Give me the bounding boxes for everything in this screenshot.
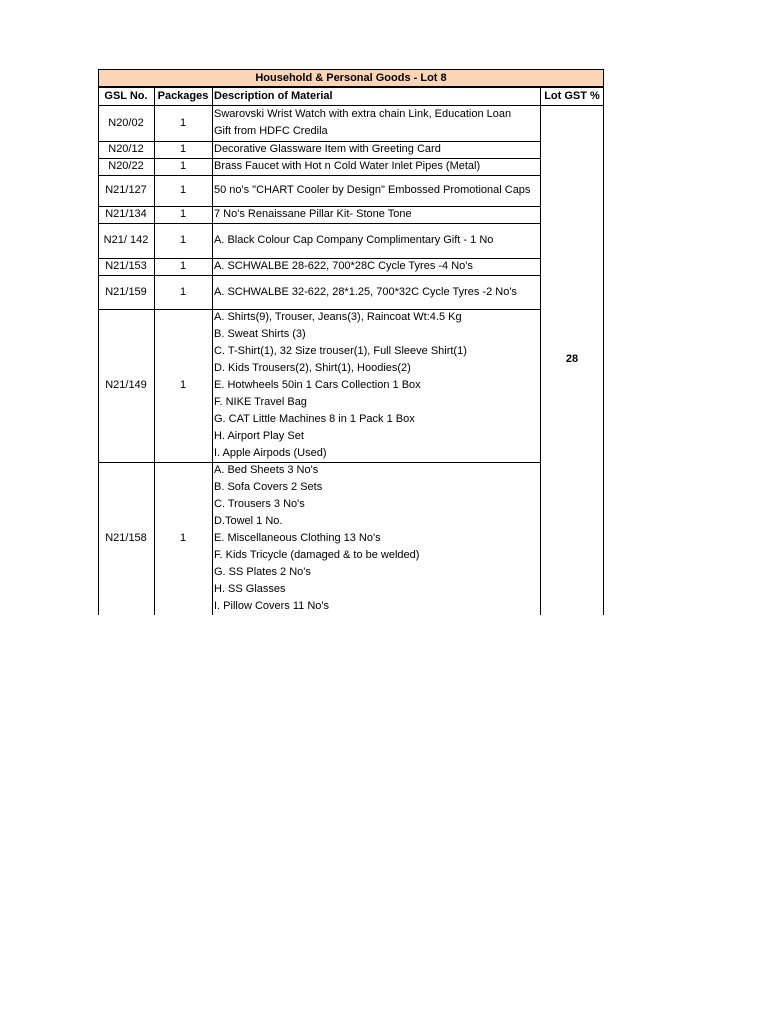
grid-line (98, 258, 540, 259)
gsl-cell: N21/158 (105, 532, 147, 544)
grid-line (98, 462, 540, 463)
grid-line (154, 87, 155, 615)
description-line: G. CAT Little Machines 8 in 1 Pack 1 Box (214, 413, 415, 425)
gsl-cell: N21/159 (105, 286, 147, 298)
description-line: A. Black Colour Cap Company Complimentary Gift - 1 No (214, 234, 494, 246)
gsl-cell: N21/153 (105, 260, 147, 272)
header-lot-gst: Lot GST % (540, 87, 604, 105)
table-title: Household & Personal Goods - Lot 8 (98, 69, 604, 87)
description-line: F. NIKE Travel Bag (214, 396, 307, 408)
grid-line (540, 87, 541, 615)
description-line: I. Apple Airpods (Used) (214, 447, 327, 459)
description-line: D.Towel 1 No. (214, 515, 283, 527)
gsl-cell: N20/22 (108, 160, 144, 172)
gsl-cell: N21/ 142 (103, 234, 149, 246)
description-line: C. Trousers 3 No's (214, 498, 305, 510)
gsl-cell: N21/127 (105, 184, 147, 196)
packages-cell: 1 (179, 379, 187, 391)
gsl-cell: N21/134 (105, 208, 147, 220)
grid-line (603, 87, 604, 615)
header-packages: Packages (154, 87, 212, 105)
packages-cell: 1 (179, 234, 187, 246)
packages-cell: 1 (179, 532, 187, 544)
description-line: D. Kids Trousers(2), Shirt(1), Hoodies(2) (214, 362, 411, 374)
grid-line (98, 309, 540, 310)
grid-line (98, 223, 540, 224)
grid-line (98, 141, 540, 142)
description-line: A. SCHWALBE 32-622, 28*1.25, 700*32C Cycle Tyres -2 No's (214, 286, 517, 298)
description-line: I. Pillow Covers 11 No's (214, 600, 329, 612)
grid-line (98, 87, 99, 615)
description-line: Brass Faucet with Hot n Cold Water Inlet Pipes (Metal) (214, 160, 481, 172)
grid-line (98, 206, 540, 207)
gsl-cell: N20/02 (108, 117, 144, 129)
description-line: Gift from HDFC Credila (214, 125, 328, 137)
packages-cell: 1 (179, 260, 187, 272)
description-line: A. Shirts(9), Trouser, Jeans(3), Raincoat Wt:4.5 Kg (214, 311, 462, 323)
header-description: Description of Material (212, 87, 540, 105)
description-line: Swarovski Wrist Watch with extra chain Link, Education Loan (214, 108, 512, 120)
description-line: A. SCHWALBE 28-622, 700*28C Cycle Tyres -4 No's (214, 260, 473, 272)
description-line: G. SS Plates 2 No's (214, 566, 311, 578)
gsl-cell: N21/149 (105, 379, 147, 391)
packages-cell: 1 (179, 117, 187, 129)
grid-line (212, 87, 213, 615)
description-line: H. SS Glasses (214, 583, 286, 595)
packages-cell: 1 (179, 184, 187, 196)
description-line: H. Airport Play Set (214, 430, 304, 442)
packages-cell: 1 (179, 143, 187, 155)
description-line: F. Kids Tricycle (damaged & to be welded) (214, 549, 420, 561)
description-line: 50 no's "CHART Cooler by Design" Embossed Promotional Caps (214, 184, 531, 196)
description-line: E. Miscellaneous Clothing 13 No's (214, 532, 381, 544)
description-line: A. Bed Sheets 3 No's (214, 464, 319, 476)
grid-line (98, 275, 540, 276)
grid-line (98, 87, 604, 88)
lot-gst-value: 28 (565, 353, 579, 365)
packages-cell: 1 (179, 160, 187, 172)
packages-cell: 1 (179, 286, 187, 298)
packages-cell: 1 (179, 208, 187, 220)
header-gsl: GSL No. (98, 87, 154, 105)
description-line: E. Hotwheels 50in 1 Cars Collection 1 Box (214, 379, 421, 391)
description-line: B. Sweat Shirts (3) (214, 328, 306, 340)
description-line: Decorative Glassware Item with Greeting Card (214, 143, 441, 155)
description-line: 7 No's Renaissane Pillar Kit- Stone Tone (214, 208, 412, 220)
description-line: B. Sofa Covers 2 Sets (214, 481, 323, 493)
grid-line (98, 105, 604, 106)
grid-line (98, 175, 540, 176)
grid-line (98, 158, 540, 159)
description-line: C. T-Shirt(1), 32 Size trouser(1), Full Sleeve Shirt(1) (214, 345, 467, 357)
gsl-cell: N20/12 (108, 143, 144, 155)
